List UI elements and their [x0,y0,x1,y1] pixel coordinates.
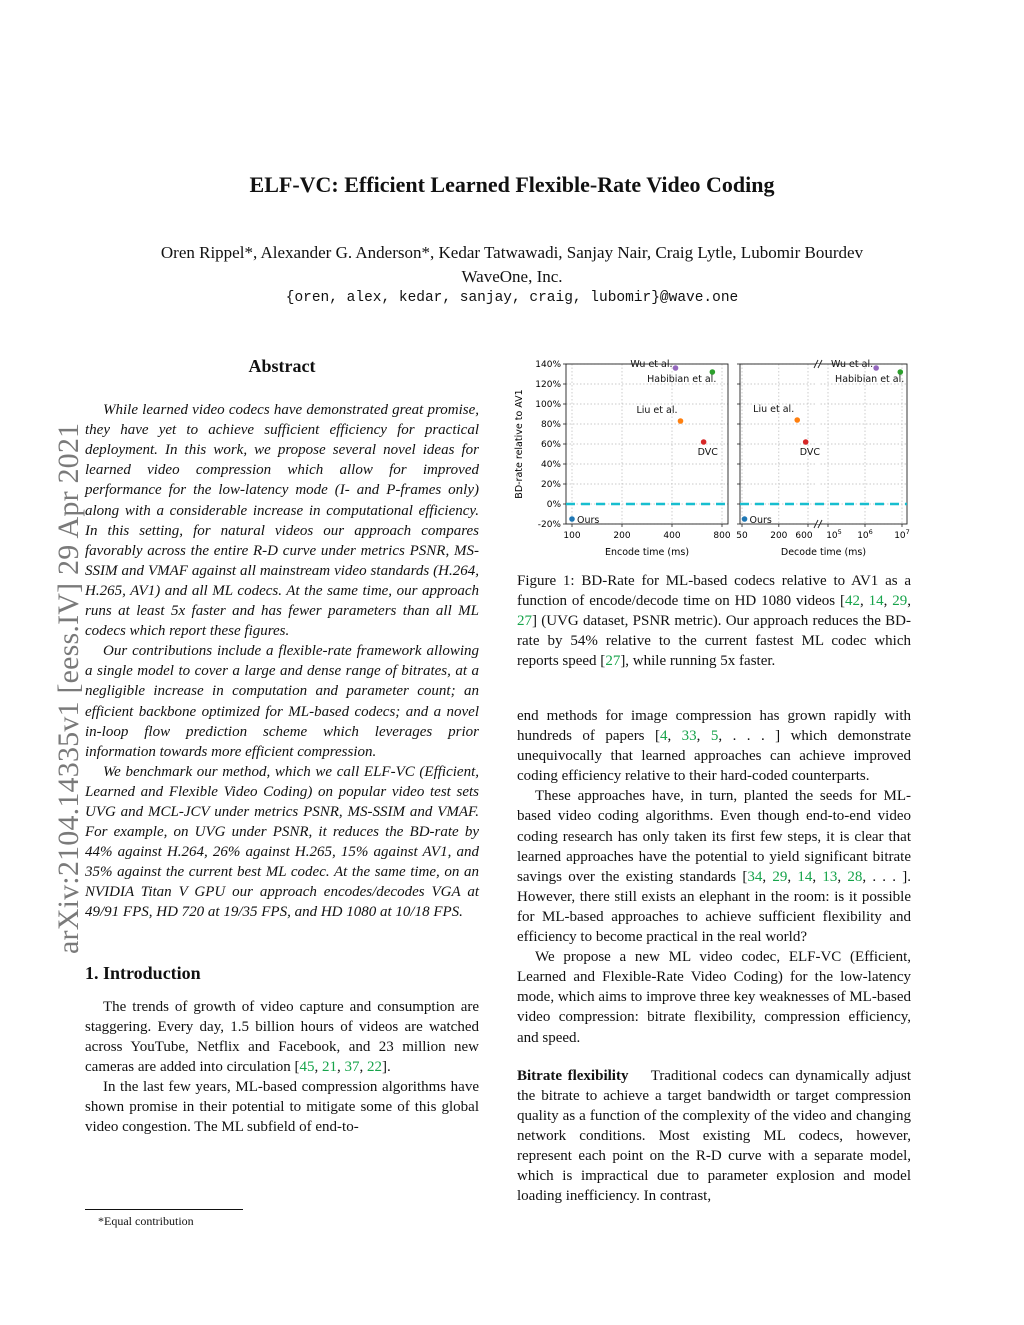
figure-1 [510,352,914,562]
x-tick-label: 200 [613,531,631,541]
footnote: *Equal contribution [98,1214,194,1228]
x-tick-label: 600 [795,531,813,541]
y-tick-label: 60% [540,440,561,450]
intro-paragraph: In the last few years, ML-based compression algorithms have shown promise in their potential to mitigate some of this global video congestion. The ML subfield of end-to- [85,1079,479,1136]
data-point [678,418,684,424]
citation-link[interactable]: 42 [845,593,861,610]
citation-link[interactable]: 27 [517,613,532,630]
x-tick-label: 200 [770,531,788,541]
x-axis-label: Decode time (ms) [780,547,867,558]
intro-paragraph: The trends of growth of video capture and consumption are staggering. Every day, 1.5 billion hours of videos are watched across YouTube, Netflix and Facebook, and 23 million new cameras are added into circulation [45, 21, 37, 22]. [85,998,479,1075]
author-list: Oren Rippel*, Alexander G. Anderson*, Kedar Tatwawadi, Sanjay Nair, Craig Lytle, Lubomir Bourdev [160,243,864,262]
body-paragraph: We propose a new ML video codec, ELF-VC (Efficient, Learned and Flexible-Rate Video Coding) for the low-latency mode, which aims to improve three key weaknesses of ML-based video compression: bitrate flexibility, compression efficiency, and speed. [517,949,911,1046]
point-label: Liu et al. [753,404,795,415]
data-point [803,439,809,445]
abstract-body [85,400,479,922]
footnote-rule [85,1209,243,1210]
data-point [673,365,679,371]
citation-link[interactable]: 29 [892,593,908,610]
point-label: Liu et al. [636,405,678,416]
x-tick-label: $10^5$ [826,528,842,541]
x-tick-label: 100 [563,531,581,541]
point-label: Wu et al. [830,359,874,370]
y-tick-label: 140% [535,360,561,370]
y-tick-label: 120% [535,380,561,390]
x-axis-label: Encode time (ms) [604,547,690,558]
citation-link[interactable]: 27 [605,653,621,670]
citation-link[interactable]: 29 [772,868,788,885]
abstract-paragraph: Our contributions include a flexible-rate framework allowing a single model to cover a large and dense range of bitrates, at a negligible increase in computation and parameter count; an efficient backbone optimized for ML-based codecs; and a novel in-loop flow prediction scheme which leverages prior information towards more efficient compression. [85,643,479,760]
abstract-paragraph: We benchmark our method, which we call ELF-VC (Efficient, Learned and Flexible Video Coding) on popular video test sets UVG and MCL-JCV under metrics PSNR, MS-SSIM and VMAF. For example, on UVG under PSNR, it reduces the BD-rate by 44% against H.264, 26% against H.265, 15% against AV1, and 35% against the current best ML codec. At the same time, on an NVIDIA Titan V GPU our approach encodes/decodes VGA at 49/91 FPS, HD 720 at 19/35 FPS, and HD 1080 at 10/18 FPS. [85,763,479,921]
point-label: Ours [749,515,772,526]
x-tick-label: $10^7$ [894,528,910,541]
y-tick-label: 100% [535,400,561,410]
citation-link[interactable]: 28 [847,868,863,885]
citation-link[interactable]: 33 [681,728,697,745]
paper-title: ELF-VC: Efficient Learned Flexible-Rate Video Coding [249,172,775,197]
citation-link[interactable]: 45 [299,1058,315,1075]
point-label: Ours [577,515,600,526]
body-paragraph: These approaches have, in turn, planted the seeds for ML-based video coding algorithms. Even though end-to-end video coding research has only taken its first few steps, it is clear that learned approaches have the potential to yield significant bitrate savings over the existing standards [34, 29, 14, 13, 28, . . . ]. However, there still exists an elephant in the room: is it possible for ML-based approaches to achieve sufficient flexibility and efficiency to become practical in the real world? [517,788,912,946]
abstract-paragraph: While learned video codecs have demonstrated great promise, they have yet to achieve sufficient efficiency for practical deployment. In this work, we propose several novel ideas for learned video compression which allow for improved performance for the low-latency mode (I- and P-frames only) along with a considerable increase in computational efficiency. In this setting, for natural videos our approach compares favorably across the entire R-D curve under metrics PSNR, MS-SSIM and VMAF against all mainstream video standards (H.264, H.265, AV1) and all ML codecs. At the same time, our approach runs at least 5x faster and has fewer parameters than all ML codecs which report these figures. [85,402,479,640]
citation-link[interactable]: 37 [344,1058,360,1075]
data-point [873,365,879,371]
paragraph-heading: Bitrate flexibility [517,1067,629,1084]
citation-link[interactable]: 14 [868,593,884,610]
y-axis-label: BD-rate relative to AV1 [514,389,525,499]
citation-link[interactable]: 22 [366,1058,382,1075]
x-tick-label: $10^6$ [857,528,873,541]
body-paragraph: Bitrate flexibility Traditional codecs can dynamically adjust the bitrate to achieve a target bandwidth or target compression quality as a function of the complexity of the video and changing network conditions. Most existing ML codecs, however, represent each point on the R-D curve with a separate model, which is impractical due to parameter explosion and model loading inefficiency. In contrast, [517,1067,911,1205]
point-label: Habibian et al. [647,374,717,385]
encode-time-axes [514,359,731,558]
figure-caption: Figure 1: BD-Rate for ML-based codecs relative to AV1 as a function of encode/decode time on HD 1080 videos [42, 14, 29, 27] (UVG dataset, PSNR metric). Our approach reduces the BD-rate by 54% relative to the current fastest ML codec which reports speed [27], while running 5x faster. [517,573,912,670]
x-tick-label: 800 [713,531,731,541]
affiliation: WaveOne, Inc. [461,267,563,286]
citation-link[interactable]: 34 [747,868,763,885]
data-point [569,516,575,522]
data-point [701,439,707,445]
y-tick-label: 0% [546,500,561,510]
data-point [742,516,748,522]
point-label: DVC [799,447,820,458]
intro-body [85,997,479,1138]
decode-time-axes [736,359,910,558]
data-point [794,417,800,423]
body-paragraph: end methods for image compression has grown rapidly with hundreds of papers [4, 33, 5, . . . ] which demonstrate unequivocally that learned approaches can achieve improved coding efficiency relative to their hard-coded counterparts. [517,708,912,785]
section-heading: 1. Introduction [85,962,201,983]
abstract-heading: Abstract [248,356,316,376]
y-tick-label: -20% [537,520,561,530]
x-tick-label: 50 [736,531,748,541]
citation-link[interactable]: 21 [321,1058,337,1075]
author-emails: {oren, alex, kedar, sanjay, craig, lubomir}@wave.one [285,290,739,306]
citation-link[interactable]: 4 [659,728,668,745]
arxiv-identifier-text: arXiv:2104.14335v1 [eess.IV] 29 Apr 2021 [52,422,85,954]
y-tick-label: 40% [540,460,561,470]
citation-link[interactable]: 5 [710,728,719,745]
right-column [517,706,911,1206]
point-label: Wu et al. [630,359,673,370]
y-tick-label: 20% [540,480,561,490]
left-column [85,356,479,1137]
point-label: Habibian et al. [835,374,905,385]
x-tick-label: 400 [663,531,681,541]
point-label: DVC [697,447,718,458]
y-tick-label: 80% [540,420,561,430]
citation-link[interactable]: 14 [797,868,813,885]
author-block [0,241,1024,289]
citation-link[interactable]: 13 [822,868,838,885]
